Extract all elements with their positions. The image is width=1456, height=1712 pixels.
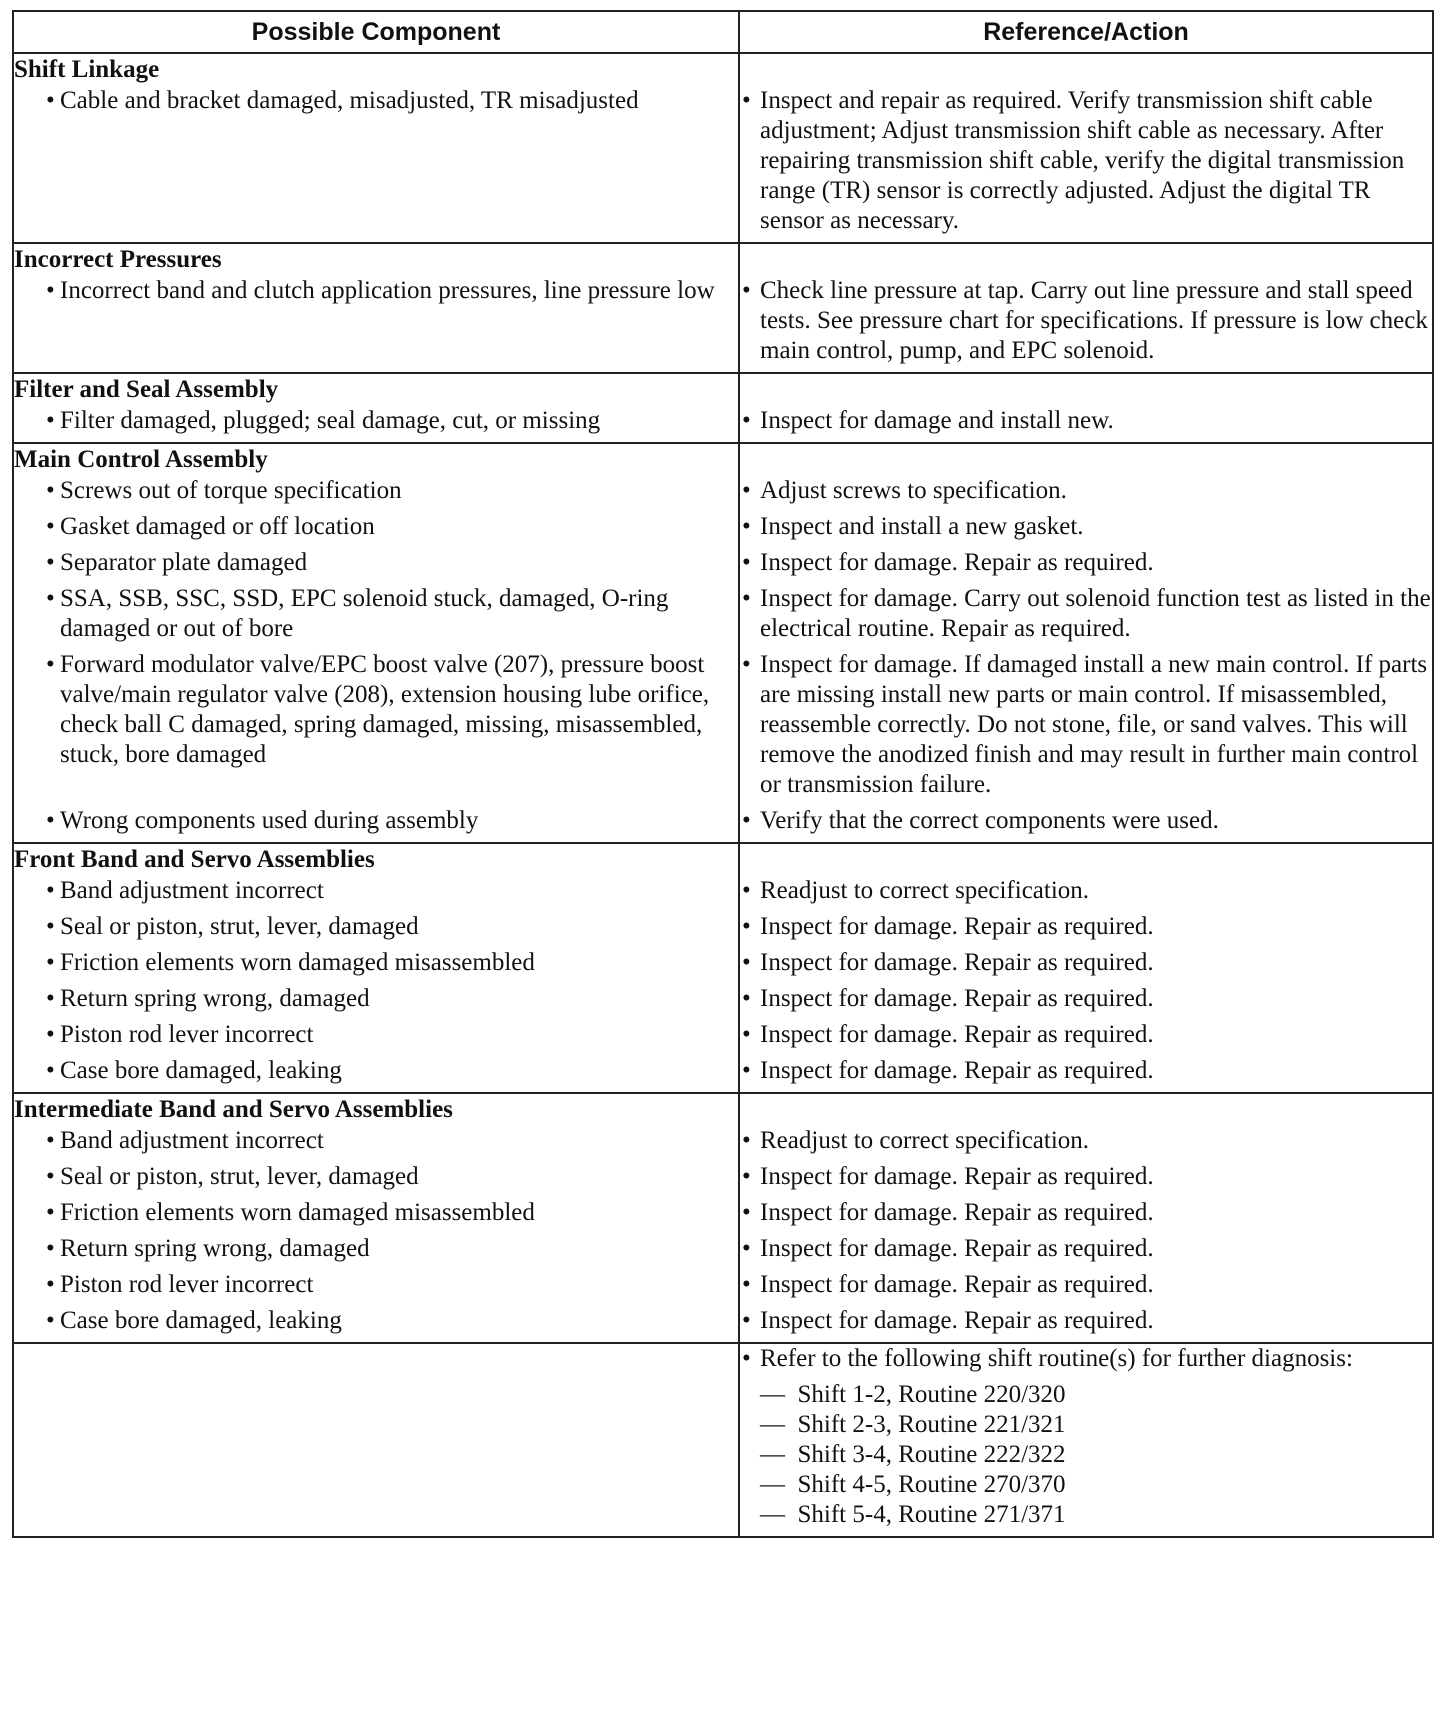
table-row: [13, 53, 1433, 243]
table-row: [13, 843, 1433, 1093]
group-title: Intermediate Band and Servo Assemblies: [14, 1096, 453, 1123]
component-item: • Wrong components used during assembly: [14, 806, 738, 836]
component-cell: [13, 843, 739, 1093]
action-item: • Readjust to correct specification.: [740, 876, 1432, 906]
group-title-spacer: [740, 444, 1432, 476]
component-item: • Friction elements worn damaged misassembled: [14, 1198, 738, 1228]
group-title-spacer: [740, 374, 1432, 406]
group-title-spacer: [740, 54, 1432, 86]
action-item: • Inspect for damage. Repair as required.: [740, 1056, 1432, 1086]
action-cell: [739, 443, 1433, 843]
header-reference-action: Reference/Action: [739, 11, 1433, 53]
action-item: • Inspect and repair as required. Verify transmission shift cable adjustment; Adjust transmission shift cable as necessary. After repairing transmission shift cable, verify the digital transmission range (TR) sensor is correctly adjusted. Adjust the digital TR sensor as necessary.: [740, 86, 1432, 236]
action-item: • Inspect for damage. Repair as required.: [740, 1270, 1432, 1300]
table-row: [13, 373, 1433, 443]
action-item: • Inspect for damage. Repair as required.: [740, 1162, 1432, 1192]
component-item: • Return spring wrong, damaged: [14, 1234, 738, 1264]
component-item: • Return spring wrong, damaged: [14, 984, 738, 1014]
component-cell: [13, 443, 739, 843]
component-cell: [13, 1093, 739, 1343]
action-item: • Inspect for damage. Repair as required.: [740, 1234, 1432, 1264]
action-item: • Adjust screws to specification.: [740, 476, 1432, 506]
header-row: [13, 11, 1433, 53]
component-item: • Filter damaged, plugged; seal damage, cut, or missing: [14, 406, 738, 436]
component-item: • Friction elements worn damaged misassembled: [14, 948, 738, 978]
component-item: • Cable and bracket damaged, misadjusted, TR misadjusted: [14, 86, 738, 236]
action-item: • Inspect for damage. Repair as required.: [740, 548, 1432, 578]
action-item: • Inspect for damage. Repair as required.: [740, 984, 1432, 1014]
action-cell: [739, 1093, 1433, 1343]
component-item: • Separator plate damaged: [14, 548, 738, 578]
action-item: • Inspect for damage. Repair as required.: [740, 1020, 1432, 1050]
action-item: • Inspect for damage. Repair as required.: [740, 912, 1432, 942]
component-item: • Incorrect band and clutch application pressures, line pressure low: [14, 276, 738, 366]
component-item: • Piston rod lever incorrect: [14, 1020, 738, 1050]
component-cell: [13, 243, 739, 373]
action-item: • Check line pressure at tap. Carry out line pressure and stall speed tests. See pressure chart for specifications. If pressure is low check main control, pump, and EPC solenoid.: [740, 276, 1432, 366]
action-cell: [739, 843, 1433, 1093]
group-title: Shift Linkage: [14, 56, 160, 83]
routine-item: — Shift 3-4, Routine 222/322: [760, 1440, 1432, 1470]
component-item: • Case bore damaged, leaking: [14, 1056, 738, 1086]
component-item: • Forward modulator valve/EPC boost valve (207), pressure boost valve/main regulator valve (208), extension housing lube orifice, check ball C damaged, spring damaged, missing, misassembled, stuck, bore damaged: [14, 650, 738, 800]
action-cell: [739, 373, 1433, 443]
group-title: Front Band and Servo Assemblies: [14, 846, 375, 873]
group-title: Main Control Assembly: [14, 446, 268, 473]
group-title: Filter and Seal Assembly: [14, 376, 279, 403]
group-title-spacer: [740, 844, 1432, 876]
routine-list: [760, 1380, 1432, 1530]
component-cell: [13, 53, 739, 243]
action-item: • Inspect for damage. If damaged install a new main control. If parts are missing install new parts or main control. If misassembled, reassemble correctly. Do not stone, file, or sand valves. This will remove the anodized finish and may result in further main control or transmission failure.: [740, 650, 1432, 800]
component-item: • SSA, SSB, SSC, SSD, EPC solenoid stuck, damaged, O-ring damaged or out of bore: [14, 584, 738, 644]
action-item: • Inspect for damage. Repair as required.: [740, 1306, 1432, 1336]
action-cell: [739, 53, 1433, 243]
group-title: Incorrect Pressures: [14, 246, 222, 273]
component-item: • Band adjustment incorrect: [14, 876, 738, 906]
header-possible-component: Possible Component: [13, 11, 739, 53]
component-cell: [13, 373, 739, 443]
empty-cell: [13, 1343, 739, 1537]
group-title-spacer: [740, 1094, 1432, 1126]
action-item: • Inspect for damage. Repair as required.: [740, 948, 1432, 978]
component-item: • Gasket damaged or off location: [14, 512, 738, 542]
routine-item: — Shift 1-2, Routine 220/320: [760, 1380, 1432, 1410]
action-item: • Readjust to correct specification.: [740, 1126, 1432, 1156]
action-item: • Inspect for damage. Repair as required.: [740, 1198, 1432, 1228]
table-row-routines: [13, 1343, 1433, 1537]
component-item: • Band adjustment incorrect: [14, 1126, 738, 1156]
component-item: • Seal or piston, strut, lever, damaged: [14, 1162, 738, 1192]
diagnosis-table: [12, 10, 1434, 1538]
table-row: [13, 243, 1433, 373]
component-item: • Piston rod lever incorrect: [14, 1270, 738, 1300]
component-item: • Seal or piston, strut, lever, damaged: [14, 912, 738, 942]
routine-cell: [739, 1343, 1433, 1537]
routine-item: — Shift 4-5, Routine 270/370: [760, 1470, 1432, 1500]
table-row: [13, 443, 1433, 843]
action-item: • Inspect for damage. Carry out solenoid function test as listed in the electrical routine. Repair as required.: [740, 584, 1432, 644]
routine-intro: • Refer to the following shift routine(s) for further diagnosis:: [740, 1344, 1432, 1374]
component-item: • Case bore damaged, leaking: [14, 1306, 738, 1336]
routine-item: — Shift 5-4, Routine 271/371: [760, 1500, 1432, 1530]
component-item: • Screws out of torque specification: [14, 476, 738, 506]
action-cell: [739, 243, 1433, 373]
action-item: • Inspect for damage and install new.: [740, 406, 1432, 436]
group-title-spacer: [740, 244, 1432, 276]
action-item: • Verify that the correct components were used.: [740, 806, 1432, 836]
table-row: [13, 1093, 1433, 1343]
routine-item: — Shift 2-3, Routine 221/321: [760, 1410, 1432, 1440]
action-item: • Inspect and install a new gasket.: [740, 512, 1432, 542]
